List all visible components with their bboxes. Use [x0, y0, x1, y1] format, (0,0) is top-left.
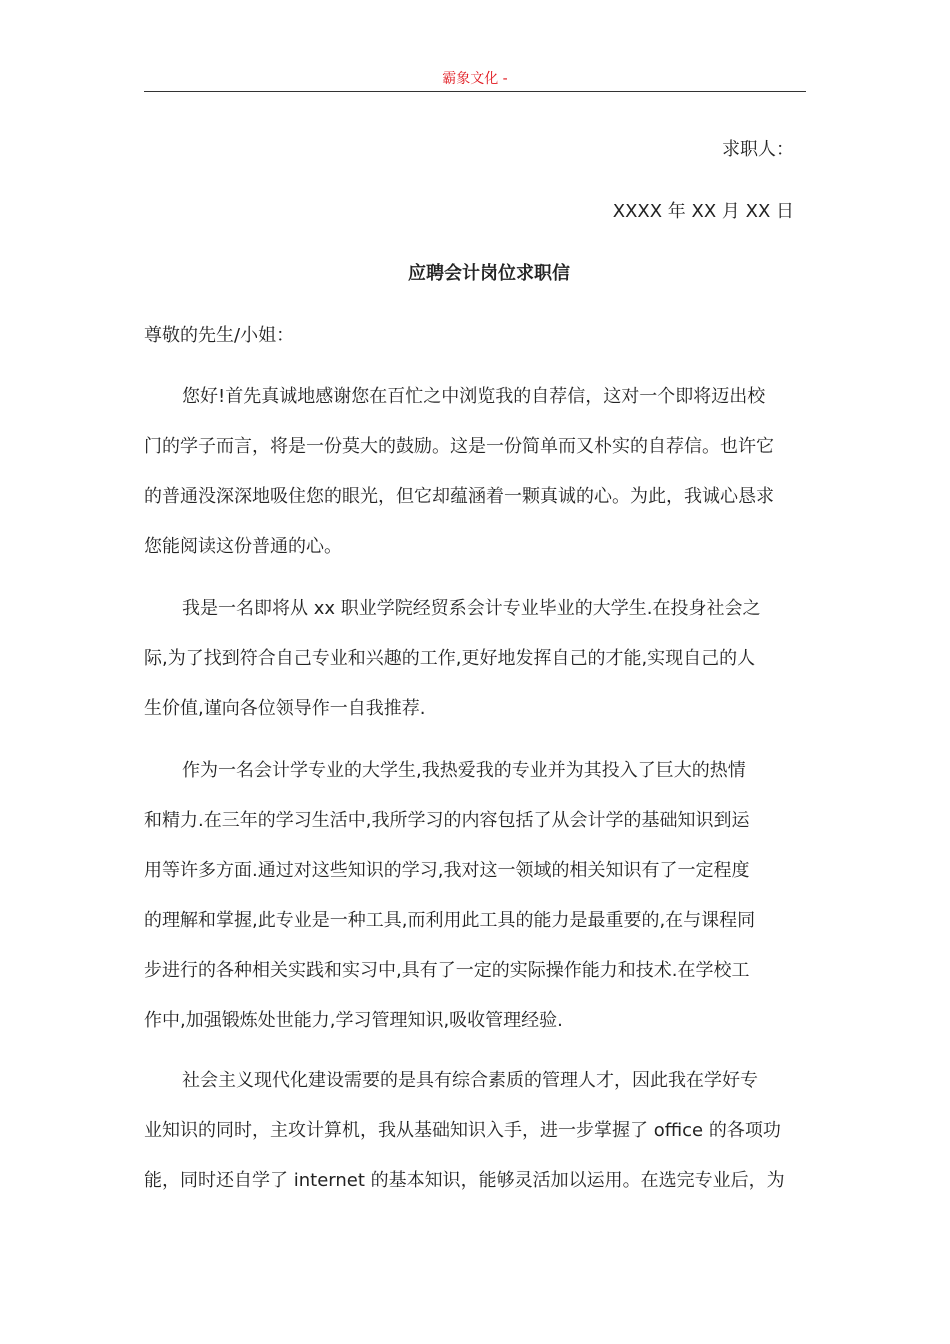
paragraph-line: 作中,加强锻炼处世能力,学习管理知识,吸收管理经验. — [144, 1010, 563, 1031]
paragraph-line: 的理解和掌握,此专业是一种工具,而利用此工具的能力是最重要的,在与课程同 — [144, 910, 756, 931]
page-header — [144, 68, 806, 92]
paragraph-line: 业知识的同时，主攻计算机，我从基础知识入手，进一步掌握了 office 的各项功 — [144, 1120, 781, 1141]
applicant-label: 求职人： — [722, 139, 794, 160]
paragraph-line: 的普通没深深地吸住您的眼光，但它却蕴涵着一颗真诚的心。为此，我诚心恳求 — [144, 486, 774, 507]
paragraph-2 — [144, 584, 806, 734]
paragraph-line: 门的学子而言，将是一份莫大的鼓励。这是一份简单而又朴实的自荐信。也许它 — [144, 436, 774, 457]
paragraph-line: 步进行的各种相关实践和实习中,具有了一定的实际操作能力和技术.在学校工 — [144, 960, 750, 981]
paragraph-line: 我是一名即将从 xx 职业学院经贸系会计专业毕业的大学生.在投身社会之 — [182, 598, 761, 619]
letter-title: 应聘会计岗位求职信 — [408, 263, 570, 284]
header-text: 霸象文化 - — [442, 71, 508, 87]
salutation: 尊敬的先生/小姐： — [144, 325, 295, 346]
paragraph-line: 用等许多方面.通过对这些知识的学习,我对这一领域的相关知识有了一定程度 — [144, 860, 750, 881]
paragraph-line: 能，同时还自学了 internet 的基本知识，能够灵活加以运用。在选完专业后，为 — [144, 1170, 785, 1191]
paragraph-line: 您好!首先真诚地感谢您在百忙之中浏览我的自荐信，这对一个即将迈出校 — [182, 386, 766, 407]
paragraph-line: 和精力.在三年的学习生活中,我所学习的内容包括了从会计学的基础知识到运 — [144, 810, 750, 831]
paragraph-line: 社会主义现代化建设需要的是具有综合素质的管理人才，因此我在学好专 — [182, 1070, 758, 1091]
paragraph-1 — [144, 372, 806, 572]
paragraph-line: 生价值,谨向各位领导作一自我推荐. — [144, 698, 426, 719]
paragraph-line: 际,为了找到符合自己专业和兴趣的工作,更好地发挥自己的才能,实现自己的人 — [144, 648, 756, 669]
paragraph-line: 您能阅读这份普通的心。 — [144, 536, 342, 557]
paragraph-3 — [144, 746, 806, 1046]
paragraph-line: 作为一名会计学专业的大学生,我热爱我的专业并为其投入了巨大的热情 — [182, 760, 746, 781]
date-line: XXXX 年 XX 月 XX 日 — [612, 201, 794, 222]
paragraph-4 — [144, 1056, 806, 1206]
